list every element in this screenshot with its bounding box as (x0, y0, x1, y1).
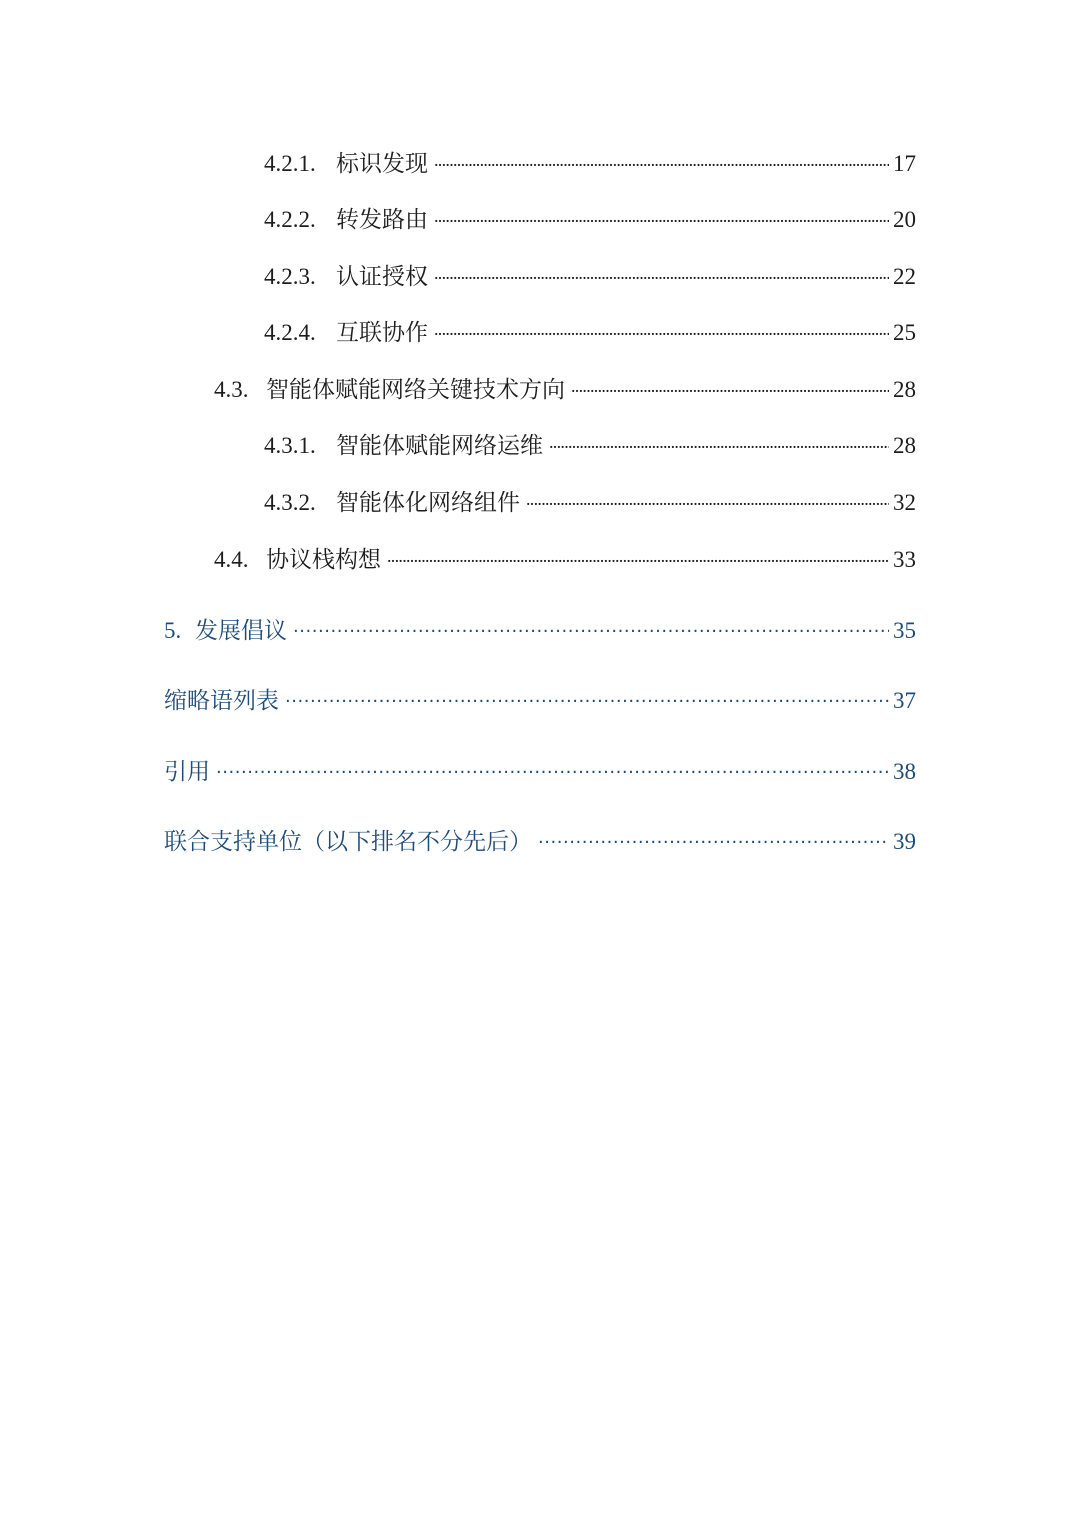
toc-entry-title: 智能体赋能网络运维 (336, 433, 543, 458)
toc-dot-leader (538, 826, 889, 849)
toc-entry-page-number: 35 (893, 618, 916, 643)
toc-dot-leader (549, 430, 889, 453)
toc-entry-title: 转发路由 (336, 207, 428, 232)
toc-entry-title: 发展倡议 (195, 618, 287, 644)
toc-entry-title: 标识发现 (336, 151, 428, 176)
toc-dot-leader (571, 374, 889, 397)
toc-dot-leader (216, 756, 889, 779)
toc-dot-leader (285, 685, 889, 708)
toc-entry-page-number: 32 (893, 490, 916, 515)
toc-entry-number: 4.2.1. (264, 151, 316, 176)
toc-dot-leader (434, 261, 889, 284)
toc-entry-abbreviations[interactable] (164, 682, 916, 715)
toc-entry-number: 4.3.2. (264, 490, 316, 515)
toc-entry-number: 4.3. (214, 377, 249, 402)
toc-entry-page-number: 20 (893, 207, 916, 232)
toc-entry-number: 5. (164, 618, 182, 643)
toc-entry-title: 联合支持单位（以下排名不分先后） (164, 829, 532, 855)
toc-entry-4-2-3[interactable] (264, 258, 916, 291)
toc-entry-4-3-2[interactable] (264, 484, 916, 517)
toc-entry-title: 缩略语列表 (164, 688, 279, 714)
toc-entry-number: 4.2.4. (264, 320, 316, 345)
toc-entry-page-number: 37 (893, 688, 916, 713)
toc-entry-number: 4.2.3. (264, 264, 316, 289)
toc-entry-4-4[interactable] (214, 541, 916, 574)
toc-entry-title: 协议栈构想 (266, 547, 381, 572)
toc-entry-supporting-units[interactable] (164, 823, 916, 856)
toc-entry-title: 引用 (164, 759, 210, 785)
toc-entry-references[interactable] (164, 753, 916, 786)
toc-dot-leader (526, 487, 889, 510)
toc-entry-page-number: 33 (893, 547, 916, 572)
toc-entry-4-2-1[interactable] (264, 145, 916, 178)
toc-entry-page-number: 22 (893, 264, 916, 289)
toc-entry-page-number: 25 (893, 320, 916, 345)
toc-entry-title: 认证授权 (336, 264, 428, 289)
toc-entry-page-number: 38 (893, 759, 916, 784)
toc-entry-4-2-2[interactable] (264, 201, 916, 234)
toc-entry-page-number: 17 (893, 151, 916, 176)
toc-entry-4-3-1[interactable] (264, 427, 916, 460)
toc-entry-page-number: 28 (893, 377, 916, 402)
toc-entry-4-2-4[interactable] (264, 314, 916, 347)
toc-entry-4-3[interactable] (214, 371, 916, 404)
toc-entry-5[interactable] (164, 612, 916, 645)
toc-entry-title: 智能体化网络组件 (336, 490, 520, 515)
toc-entry-number: 4.2.2. (264, 207, 316, 232)
toc-dot-leader (387, 544, 889, 567)
toc-entry-page-number: 28 (893, 433, 916, 458)
toc-dot-leader (293, 615, 889, 638)
toc-entry-number: 4.3.1. (264, 433, 316, 458)
toc-entry-page-number: 39 (893, 829, 916, 854)
toc-dot-leader (434, 148, 889, 171)
toc-dot-leader (434, 317, 889, 340)
toc-dot-leader (434, 204, 889, 227)
toc-entry-title: 互联协作 (336, 320, 428, 345)
toc-entry-number: 4.4. (214, 547, 249, 572)
toc-entry-title: 智能体赋能网络关键技术方向 (266, 377, 565, 402)
